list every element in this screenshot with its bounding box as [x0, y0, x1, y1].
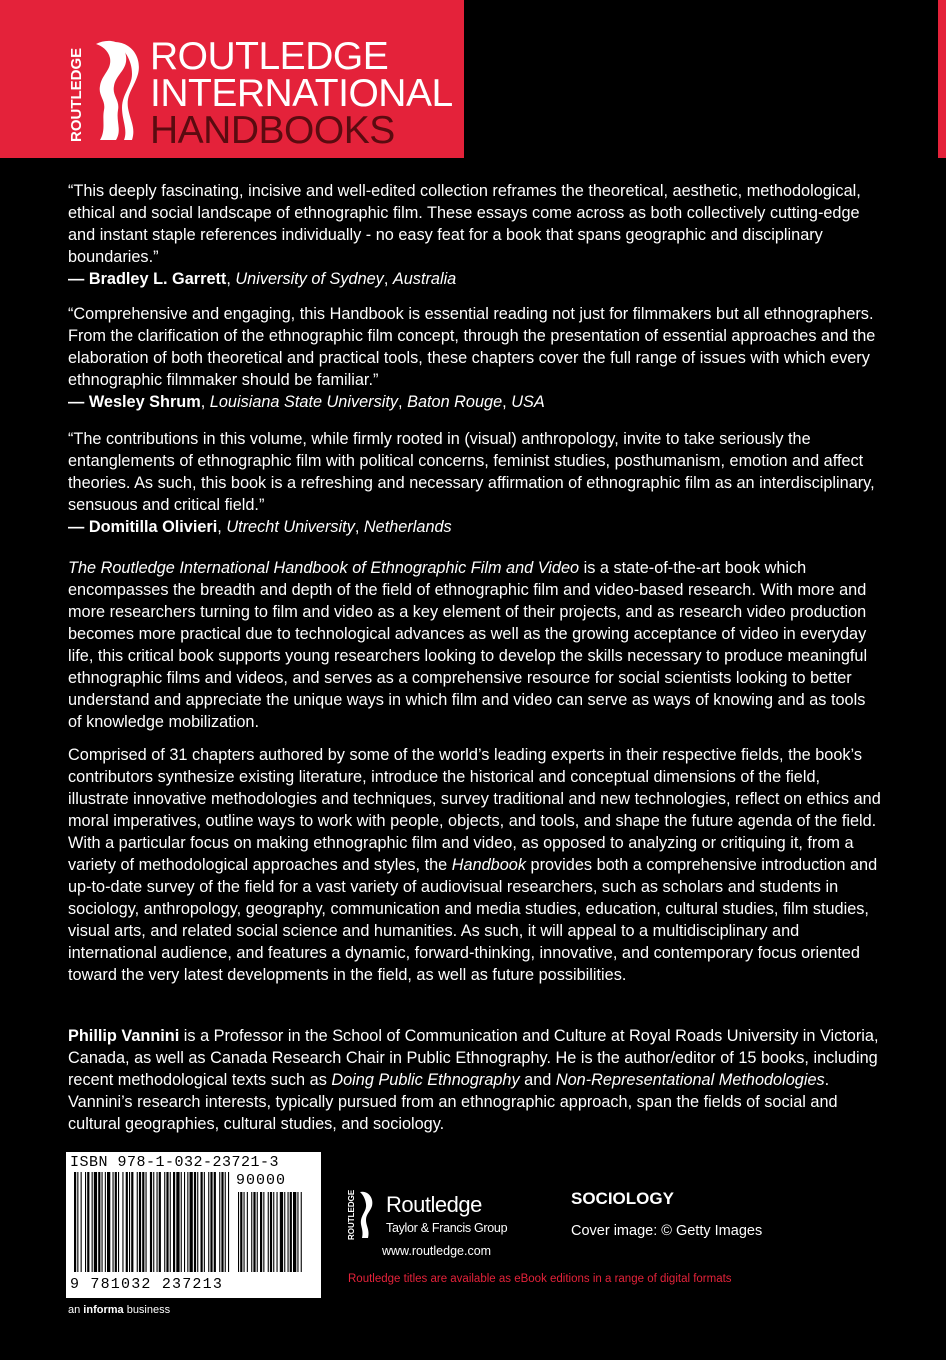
reviewer-name: Domitilla Olivieri [88, 518, 218, 536]
barcode-bar [170, 1172, 171, 1272]
series-title [150, 35, 453, 152]
description-paragraph-2: Comprised of 31 chapters authored by some of the world’s leading experts in their respective fields, the book’s contributors synthesize existing literature, introduce the historical and conceptual dimensions of the field, illustrate innovative methodologies and techniques, survey traditional and new technologies, reflect on ethics and moral imperatives, outline ways to work with people, objects, and tools, and shape the future agenda of the field. With a particular focus on making ethnographic film and video, as opposed to analyzing or critiquing it, from a variety of methodological approaches and styles, the Handbook provides both a comprehensive introduction and up-to-date survey of the field for a vast variety of audiovisual researchers, such as scholars and students in sociology, anthropology, geography, communication and media studies, education, cultural studies, film studies, visual arts, and related social science and humanities. As such, it will appeal to a multidisciplinary and international audience, and features a dynamic, forward-thinking, innovative, and contemporary focus oriented toward the very latest developments in the field, as well as future possibilities. [68, 746, 881, 984]
barcode-bar [173, 1172, 175, 1272]
barcode-bar [150, 1172, 152, 1272]
reviewer-name: Bradley L. Garrett [88, 270, 227, 288]
barcode-addon-bar [257, 1192, 258, 1272]
barcode-bar [184, 1172, 185, 1272]
review-attribution: — Bradley L. Garrett, University of Sydney, Australia [68, 270, 457, 288]
description-paragraph-1: The Routledge International Handbook of Ethnographic Film and Video is a state-of-the-art book which encompasses the breadth and depth of the field of ethnographic film and video-based research. With more and more researchers turning to film and video as a key element of their projects, and as research video production becomes more practical due to technological advances as well as the growing acceptance of video in everyday life, this critical book supports young researchers looking to develop the skills necessary to produce meaningful ethnographic films and videos, and serves as a comprehensive resource for social scientists looking to better understand and appreciate the unique ways in which film and video can serve as ways of knowing and as tools of knowledge mobilization. [68, 559, 868, 731]
barcode-bars-icon [70, 1172, 317, 1276]
routledge-profile-logo-icon [66, 34, 144, 146]
reviewer-affiliation: Utrecht University [226, 518, 355, 536]
publisher-group: Taylor & Francis Group [386, 1221, 508, 1235]
book-title: The Routledge International Handbook of Ethnographic Film and Video [68, 559, 580, 577]
barcode-bar [102, 1172, 103, 1272]
author-name: Phillip Vannini [68, 1027, 180, 1045]
barcode-bar [187, 1172, 188, 1272]
barcode-bar [85, 1172, 86, 1272]
review-quote: “Comprehensive and engaging, this Handbook is essential reading not just for filmmakers but all ethnographers. From the clarification of the ethnographic film concept, through the presentation of essential approaches and the elaboration of both theoretical and practical tools, these chapters cover the full range of issues with which every ethnographic filmmaker should be familiar.” [68, 305, 876, 389]
subject-category: SOCIOLOGY [571, 1189, 674, 1208]
barcode-bar [118, 1172, 119, 1272]
barcode-addon-bar [284, 1192, 285, 1272]
barcode-bar [98, 1172, 100, 1272]
review-attribution: — Wesley Shrum, Louisiana State University, Baton Rouge, USA [68, 393, 545, 411]
barcode-bar [214, 1172, 216, 1272]
barcode-bar [210, 1172, 212, 1272]
barcode-bar [204, 1172, 205, 1272]
barcode-addon-bar [293, 1192, 296, 1272]
barcode-bar [92, 1172, 93, 1272]
barcode-bar [190, 1172, 193, 1272]
barcode-addon-bar [253, 1192, 255, 1272]
series-title-line-2: INTERNATIONAL [150, 72, 453, 115]
series-title-line-1: ROUTLEDGE [150, 35, 389, 78]
review-1 [68, 180, 883, 290]
review-3 [68, 428, 883, 538]
barcode-bar [139, 1172, 141, 1272]
barcode-bar [197, 1172, 198, 1272]
barcode-bar [107, 1172, 110, 1272]
barcode-addon-bar [277, 1192, 278, 1272]
barcode-bar [159, 1172, 161, 1272]
barcode-addon-bar [260, 1192, 262, 1272]
series-title-line-3: HANDBOOKS [150, 109, 395, 152]
barcode-addon-bar [297, 1192, 298, 1272]
barcode-addon-bar [244, 1192, 245, 1272]
barcode-bar [219, 1172, 220, 1272]
barcode-addon-bar [280, 1192, 283, 1272]
barcode-addon-bar [263, 1192, 264, 1272]
barcode-bar [74, 1172, 76, 1272]
barcode-bar [157, 1172, 158, 1272]
reviewer-city: Baton Rouge [407, 393, 503, 411]
barcode-bar [176, 1172, 179, 1272]
reviewer-place: Netherlands [363, 518, 452, 536]
barcode-bar [137, 1172, 138, 1272]
barcode-digits: 9 781032 237213 [70, 1276, 224, 1293]
review-quote: “The contributions in this volume, while firmly rooted in (visual) anthropology, invite to take seriously the entanglements of ethnographic film with political concerns, feminist studies, posthumanism, emotion and affect theories. As such, this book is a refreshing and necessary affirmation of ethnographic film as an interdisciplinary, sensuous and critical field.” [68, 430, 875, 514]
barcode-bar [115, 1172, 117, 1272]
barcode-bar [113, 1172, 114, 1272]
barcode-bar [105, 1172, 106, 1272]
barcode-bar [181, 1172, 182, 1272]
barcode-bar [126, 1172, 128, 1272]
barcode-addon-bar [240, 1192, 242, 1272]
barcode-bar [87, 1172, 89, 1272]
barcode-bar [153, 1172, 154, 1272]
reviewer-place: Australia [392, 270, 457, 288]
barcode-bar [166, 1172, 168, 1272]
isbn-label: ISBN 978-1-032-23721-3 [70, 1154, 280, 1171]
barcode-addon-bar [301, 1192, 302, 1272]
publisher-url: www.routledge.com [382, 1244, 492, 1258]
barcode-bar [225, 1172, 226, 1272]
reviewer-place: USA [511, 393, 545, 411]
barcode-bar [129, 1172, 130, 1272]
barcode-bar [94, 1172, 97, 1272]
review-attribution: — Domitilla Olivieri, Utrecht University, Netherlands [68, 518, 452, 536]
review-quote: “This deeply fascinating, incisive and well-edited collection reframes the theoretical, aesthetic, methodological, ethical and social landscape of ethnographic film. These essays come across as both collectively cutting-edge and instant staple references individually - no easy feat for a book that spans geographic and disciplinary boundaries.” [68, 182, 861, 266]
barcode-bar [194, 1172, 196, 1272]
logo-vertical-text: ROUTLEDGE [68, 47, 85, 142]
barcode-addon-bar [270, 1192, 272, 1272]
barcode-bar [131, 1172, 133, 1272]
barcode-bar [164, 1172, 165, 1272]
reviewer-affiliation: University of Sydney [235, 270, 384, 288]
isbn-barcode [66, 1152, 321, 1298]
barcode-bar [81, 1172, 82, 1272]
barcode-bar [77, 1172, 78, 1272]
barcode-bar [221, 1172, 223, 1272]
barcode-addon-bar [251, 1192, 252, 1272]
publisher-name: Routledge [386, 1192, 482, 1217]
reviewer-affiliation: Louisiana State University [209, 393, 399, 411]
routledge-publisher-logo-icon [346, 1190, 376, 1240]
barcode-addon-bar [238, 1192, 239, 1272]
barcode-bar [208, 1172, 209, 1272]
review-2 [68, 303, 883, 413]
barcode-bar [122, 1172, 123, 1272]
author-bio: Phillip Vannini is a Professor in the School of Communication and Culture at Royal Roads University in Victoria, Canada, as well as Canada Research Chair in Public Ethnography. He is the author/editor of 15 books, including recent methodological texts such as Doing Public Ethnography and Non-Representational Methodologies. Vannini’s research interests, typically pursued from an ethnographic approach, span the fields of social and cultural geographies, cultural studies, and sociology. [68, 1027, 879, 1133]
publisher-logo-vertical-text: ROUTLEDGE [347, 1190, 356, 1240]
barcode-addon-bar [288, 1192, 289, 1272]
informa-business-label: an informa business [68, 1304, 171, 1316]
barcode-addon-bar [273, 1192, 274, 1272]
barcode-bar [228, 1172, 229, 1272]
cover-image-credit: Cover image: © Getty Images [571, 1223, 763, 1239]
barcode-bar [142, 1172, 144, 1272]
barcode-addon-bar [268, 1192, 269, 1272]
barcode-addon-bar [290, 1192, 292, 1272]
ebook-availability-note: Routledge titles are available as eBook editions in a range of digital formats [348, 1273, 732, 1285]
header-edge-strip [938, 0, 946, 158]
barcode-addon-bar [247, 1192, 248, 1272]
barcode-bar [146, 1172, 147, 1272]
reviewer-name: Wesley Shrum [88, 393, 201, 411]
price-addon: 90000 [236, 1172, 287, 1189]
barcode-bar [201, 1172, 203, 1272]
